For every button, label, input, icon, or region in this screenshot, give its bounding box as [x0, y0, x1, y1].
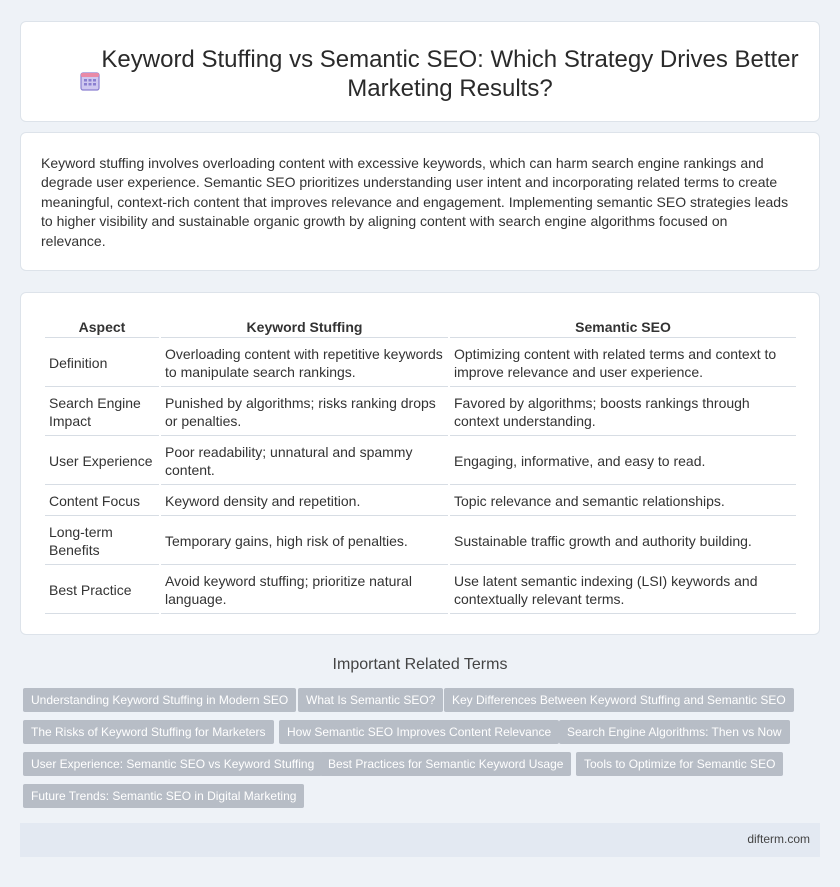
table-row	[45, 566, 796, 614]
cell-semantic-seo: Sustainable traffic growth and authority building.	[450, 517, 796, 565]
intro-card	[20, 132, 820, 271]
cell-semantic-seo: Optimizing content with related terms and context to improve relevance and user experience.	[450, 339, 796, 387]
cell-semantic-seo: Use latent semantic indexing (LSI) keywords and contextually relevant terms.	[450, 566, 796, 614]
cell-keyword-stuffing: Punished by algorithms; risks ranking drops or penalties.	[161, 388, 448, 436]
cell-aspect: Content Focus	[45, 486, 159, 516]
cell-aspect: Best Practice	[45, 566, 159, 614]
related-term-tag[interactable]: Future Trends: Semantic SEO in Digital Marketing	[23, 784, 304, 808]
related-term-tag[interactable]: Key Differences Between Keyword Stuffing and Semantic SEO	[444, 688, 794, 712]
related-term-tag[interactable]: Best Practices for Semantic Keyword Usage	[320, 752, 571, 776]
intro-text: Keyword stuffing involves overloading content with excessive keywords, which can harm search engine rankings and degrade user experience. Semantic SEO prioritizes understanding user intent and incorporating related terms to create meaningful, context-rich content that improves relevance and engagement. Implementing semantic SEO strategies leads to higher visibility and sustainable organic growth by aligning content with search engine algorithms focused on relevance.	[41, 155, 789, 249]
table-row	[45, 517, 796, 565]
related-term-tag[interactable]: What Is Semantic SEO?	[298, 688, 443, 712]
header-aspect: Aspect	[45, 316, 159, 338]
footer-site-link[interactable]: difterm.com	[747, 832, 810, 846]
header-semantic-seo: Semantic SEO	[450, 316, 796, 338]
cell-semantic-seo: Favored by algorithms; boosts rankings through context understanding.	[450, 388, 796, 436]
calendar-grid-icon	[79, 70, 101, 92]
cell-keyword-stuffing: Keyword density and repetition.	[161, 486, 448, 516]
table-row	[45, 339, 796, 387]
cell-keyword-stuffing: Temporary gains, high risk of penalties.	[161, 517, 448, 565]
cell-aspect: Search Engine Impact	[45, 388, 159, 436]
table-row	[45, 437, 796, 485]
cell-keyword-stuffing: Overloading content with repetitive keywords to manipulate search rankings.	[161, 339, 448, 387]
comparison-card	[20, 292, 820, 635]
cell-aspect: User Experience	[45, 437, 159, 485]
related-term-tag[interactable]: User Experience: Semantic SEO vs Keyword Stuffing	[23, 752, 322, 776]
cell-aspect: Long-term Benefits	[45, 517, 159, 565]
cell-keyword-stuffing: Avoid keyword stuffing; prioritize natural language.	[161, 566, 448, 614]
table-row	[45, 388, 796, 436]
table-header-row	[45, 316, 796, 338]
cell-aspect: Definition	[45, 339, 159, 387]
cell-keyword-stuffing: Poor readability; unnatural and spammy content.	[161, 437, 448, 485]
cell-semantic-seo: Engaging, informative, and easy to read.	[450, 437, 796, 485]
related-term-tag[interactable]: The Risks of Keyword Stuffing for Marketers	[23, 720, 274, 744]
related-term-tag[interactable]: Tools to Optimize for Semantic SEO	[576, 752, 783, 776]
related-term-tag[interactable]: Understanding Keyword Stuffing in Modern SEO	[23, 688, 296, 712]
related-terms-title: Important Related Terms	[332, 656, 508, 673]
comparison-table	[43, 315, 798, 615]
table-row	[45, 486, 796, 516]
page-title: Keyword Stuffing vs Semantic SEO: Which Strategy Drives Better Marketing Results?	[101, 46, 799, 102]
header-card	[20, 21, 820, 122]
header-keyword-stuffing: Keyword Stuffing	[161, 316, 448, 338]
related-term-tag[interactable]: How Semantic SEO Improves Content Relevance	[279, 720, 559, 744]
footer	[20, 823, 820, 857]
cell-semantic-seo: Topic relevance and semantic relationships.	[450, 486, 796, 516]
related-term-tag[interactable]: Search Engine Algorithms: Then vs Now	[559, 720, 790, 744]
